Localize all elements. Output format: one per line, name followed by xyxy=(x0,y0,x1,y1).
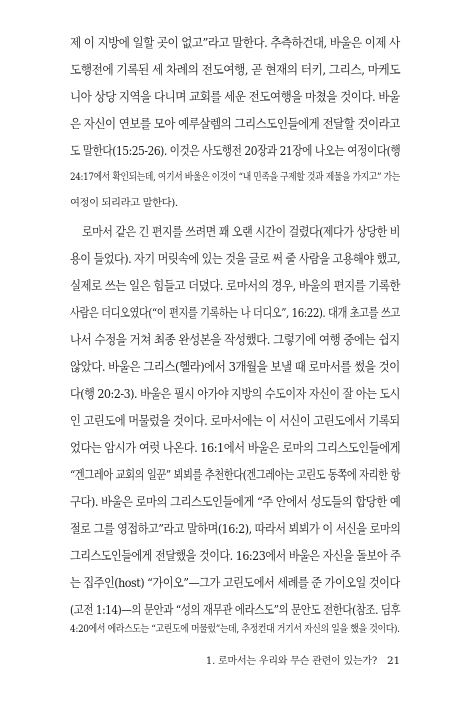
text-line: 도행전에 기록된 세 차례의 전도여행, 곧 현재의 터키, 그리스, 마케도 xyxy=(70,62,401,77)
text-line: 었다는 암시가 여럿 나온다. 16:1에서 바울은 로마의 그리스도인들에게 xyxy=(70,440,401,455)
text-line: 구다). 바울은 로마의 그리스도인들에게 “주 안에서 성도들의 합당한 예 xyxy=(70,494,401,509)
text-line: 다(행 20:2-3). 바울은 필시 아가야 지방의 수도이자 자신이 잘 아는 도시 xyxy=(70,386,400,401)
text-line: 용이 들었다). 자기 머릿속에 있는 것을 글로 써 줄 사람을 고용해야 했고, xyxy=(70,251,401,266)
text-line: 인 고린도에 머물렀을 것이다. 로마서에는 이 서신이 고린도에서 기록되 xyxy=(70,413,400,428)
text-line: 실제로 쓰는 일은 힘들고 더뎠다. 로마서의 경우, 바울의 편지를 기록한 xyxy=(70,278,401,293)
text-line: 사람은 더디오였다(“이 편지를 기록하는 나 더디오”, 16:22). 대개 초고를 쓰고 xyxy=(70,305,400,320)
text-line: 여정이 되리라고 말한다). xyxy=(70,197,178,209)
text-line: 니아 상당 지역을 다니며 교회를 세운 전도여행을 마쳤을 것이다. 바울 xyxy=(70,89,400,104)
text-line: 절로 그를 영접하고”라고 말하며(16:2), 따라서 뵈뵈가 이 서신을 로마의 xyxy=(70,521,401,536)
page-footer xyxy=(206,652,400,667)
text-line: 24:17에서 확인되는데, 여기서 바울은 이것이 “내 민족을 구제할 것과 제물을 가지고” 가는 xyxy=(70,171,400,183)
text-line: 그리스도인들에게 전달했을 것이다. 16:23에서 바울은 자신을 돌보아 주 xyxy=(70,548,401,563)
text-line: 않았다. 바울은 그리스(헬라)에서 3개월을 보낼 때 로마서를 썼을 것이 xyxy=(70,359,400,374)
text-line: 도 말한다(15:25-26). 이것은 사도행전 20장과 21장에 나오는 여정이다(행 xyxy=(70,143,401,158)
text-line: 로마서 같은 긴 편지를 쓰려면 꽤 오랜 시간이 걸렸다(제다가 상당한 비 xyxy=(82,224,400,239)
text-line: 나서 수정을 거쳐 최종 완성본을 작성했다. 그렇기에 여행 중에는 쉽지 xyxy=(70,332,400,347)
text-line: “겐그레아 교회의 일꾼” 뵈뵈를 추천한다(겐그레아는 고린도 동쪽에 자리한 항 xyxy=(70,467,400,482)
text-line: 는 집주인(host) “가이오”—그가 고린도에서 세례를 준 가이오일 것이다 xyxy=(70,575,400,590)
text-line: (고전 1:14)—의 문안과 “성의 재무관 에라스도”의 문안도 전한다(참조. 딤후 xyxy=(70,602,401,617)
running-footer-chapter: 1. 로마서는 우리와 무슨 관련이 있는가? xyxy=(205,656,378,667)
text-line: 은 자신이 연보를 모아 예루살렘의 그리스도인들에게 전달할 것이라고 xyxy=(70,116,400,131)
text-line: 4:20에서 에라스도는 “고린도에 머물렀”는데, 추정컨대 거기서 자신의 일을 했을 것이다). xyxy=(70,623,400,635)
text-line: 제 이 지방에 일할 곳이 없고”라고 말한다. 추측하건대, 바울은 이제 사 xyxy=(70,35,400,50)
page-number: 21 xyxy=(387,655,400,667)
